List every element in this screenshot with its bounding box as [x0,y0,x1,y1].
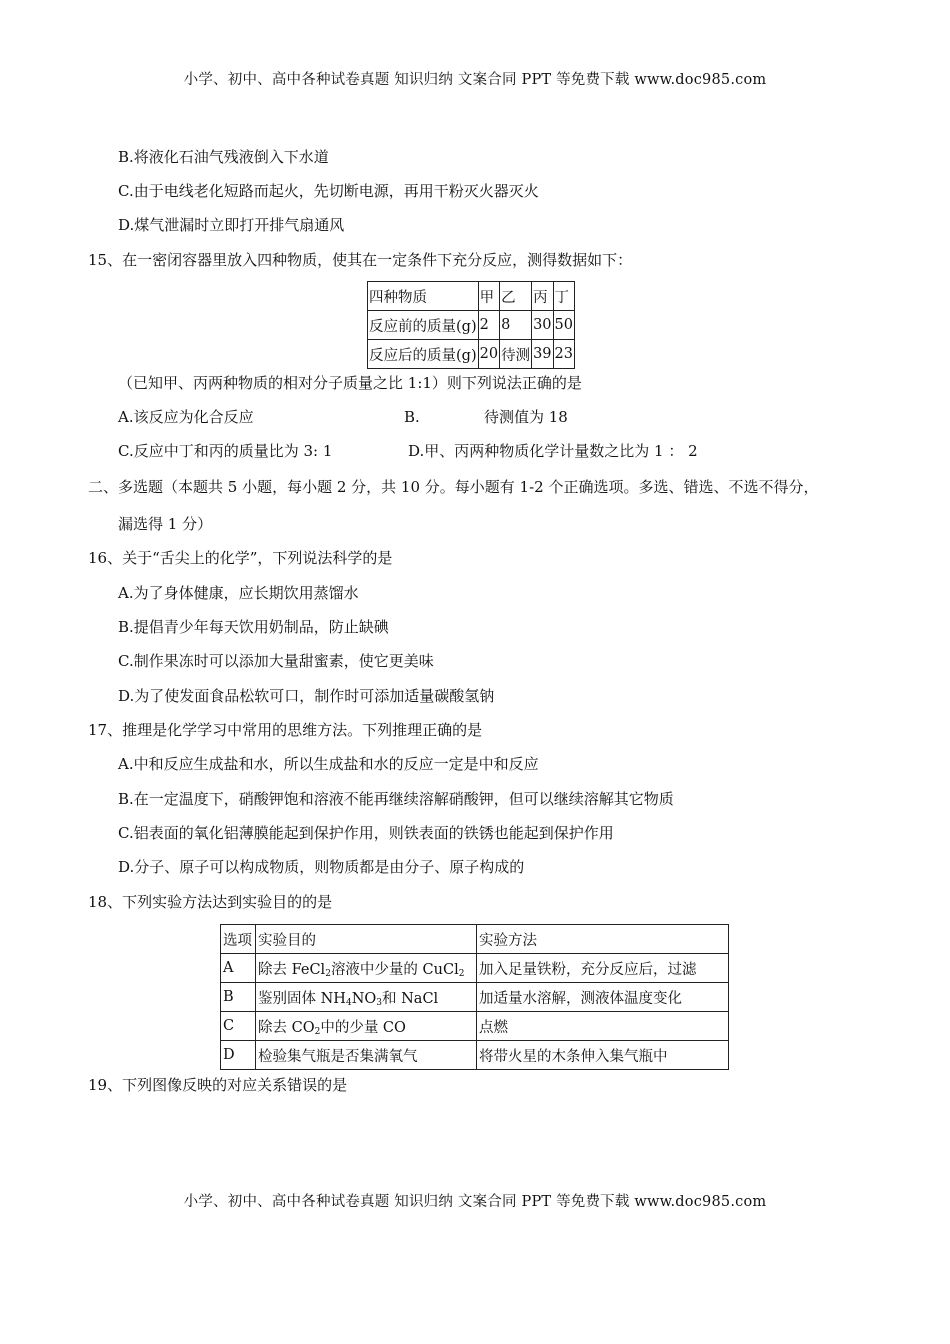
table-row [221,954,729,983]
q15-option-d: D.甲、丙两种物质化学计量数之比为 1 ： 2 [408,442,698,460]
table-cell: 甲 [478,282,499,311]
section2-title-cont: 漏选得 1 分） [118,515,213,533]
q15-option-b: 待测值为 18 [484,408,568,426]
q16-option-d: D.为了使发面食品松软可口，制作时可添加适量碳酸氢钠 [118,687,495,705]
table-cell: 50 [553,311,574,340]
table-cell: 除去 $CO_2$中的少量 CO [256,1012,477,1041]
table-row [221,983,729,1012]
q18-stem: 18、下列实验方法达到实验目的的是 [88,893,333,911]
table-cell: 乙 [500,282,532,311]
q15-stem: 15、在一密闭容器里放入四种物质，使其在一定条件下充分反应，测得数据如下： [88,251,633,269]
table-cell: 8 [500,311,532,340]
q15-option-a: A.该反应为化合反应 [118,408,254,426]
table-cell: 检验集气瓶是否集满氧气 [256,1041,477,1070]
q17-option-c: C.铝表面的氧化铝薄膜能起到保护作用，则铁表面的铁锈也能起到保护作用 [118,824,614,842]
q15-data-table [367,281,575,369]
table-cell: D [221,1041,256,1070]
q14-option-d: D.煤气泄漏时立即打开排气扇通风 [118,216,345,234]
table-cell: 丙 [532,282,553,311]
table-cell: 选项 [221,925,256,954]
table-cell: C [221,1012,256,1041]
table-cell: 点燃 [477,1012,729,1041]
q14-option-b: B.将液化石油气残液倒入下水道 [118,148,329,166]
table-cell: A [221,954,256,983]
q16-stem: 16、关于“舌尖上的化学”，下列说法科学的是 [88,549,393,567]
q19-stem: 19、下列图像反映的对应关系错误的是 [88,1076,348,1094]
table-cell: 除去 FeCl$_2$溶液中少量的 CuCl$_2$ [256,954,477,983]
q16-option-b: B.提倡青少年每天饮用奶制品，防止缺碘 [118,618,389,636]
q17-option-b: B.在一定温度下，硝酸钾饱和溶液不能再继续溶解硝酸钾，但可以继续溶解其它物质 [118,790,674,808]
table-cell: 2 [478,311,499,340]
table-cell: 丁 [553,282,574,311]
table-row [368,311,575,340]
table-cell: 实验目的 [256,925,477,954]
q15-option-b-label: B. [404,408,420,426]
table-cell: 20 [478,340,499,369]
table-cell: 实验方法 [477,925,729,954]
q15-option-c: C.反应中丁和丙的质量比为 3: 1 [118,442,333,460]
table-cell: 30 [532,311,553,340]
q17-option-d: D.分子、原子可以构成物质，则物质都是由分子、原子构成的 [118,858,525,876]
table-header-row [221,925,729,954]
table-cell: 加入足量铁粉，充分反应后，过滤 [477,954,729,983]
table-cell: 鉴别固体 $NH_4NO_3$和 NaCl [256,983,477,1012]
q17-option-a: A.中和反应生成盐和水，所以生成盐和水的反应一定是中和反应 [118,755,539,773]
table-row [368,340,575,369]
q17-stem: 17、推理是化学学习中常用的思维方法。下列推理正确的是 [88,721,483,739]
table-cell: 将带火星的木条伸入集气瓶中 [477,1041,729,1070]
table-cell: 四种物质 [368,282,479,311]
table-cell: 加适量水溶解，测液体温度变化 [477,983,729,1012]
table-cell: 反应前的质量(g) [368,311,479,340]
table-cell: 待测 [500,340,532,369]
q16-option-a: A.为了身体健康，应长期饮用蒸馏水 [118,584,359,602]
q15-note: （已知甲、丙两种物质的相对分子质量之比 1:1）则下列说法正确的是 [118,374,582,392]
table-cell: 23 [553,340,574,369]
q14-option-c: C.由于电线老化短路而起火，先切断电源，再用干粉灭火器灭火 [118,182,539,200]
q18-experiment-table [220,924,729,1070]
page-header-banner: 小学、初中、高中各种试卷真题 知识归纳 文案合同 PPT 等免费下载 www.doc985.com [183,72,767,88]
table-row [221,1012,729,1041]
page-footer-banner: 小学、初中、高中各种试卷真题 知识归纳 文案合同 PPT 等免费下载 www.doc985.com [183,1194,767,1210]
table-header-row [368,282,575,311]
table-row [221,1041,729,1070]
table-cell: 39 [532,340,553,369]
table-cell: 反应后的质量(g) [368,340,479,369]
table-cell: B [221,983,256,1012]
q16-option-c: C.制作果冻时可以添加大量甜蜜素，使它更美味 [118,652,434,670]
section2-title: 二、多选题（本题共 5 小题，每小题 2 分，共 10 分。每小题有 1-2 个正确选项。多选、错选、不选不得分， [88,478,819,496]
